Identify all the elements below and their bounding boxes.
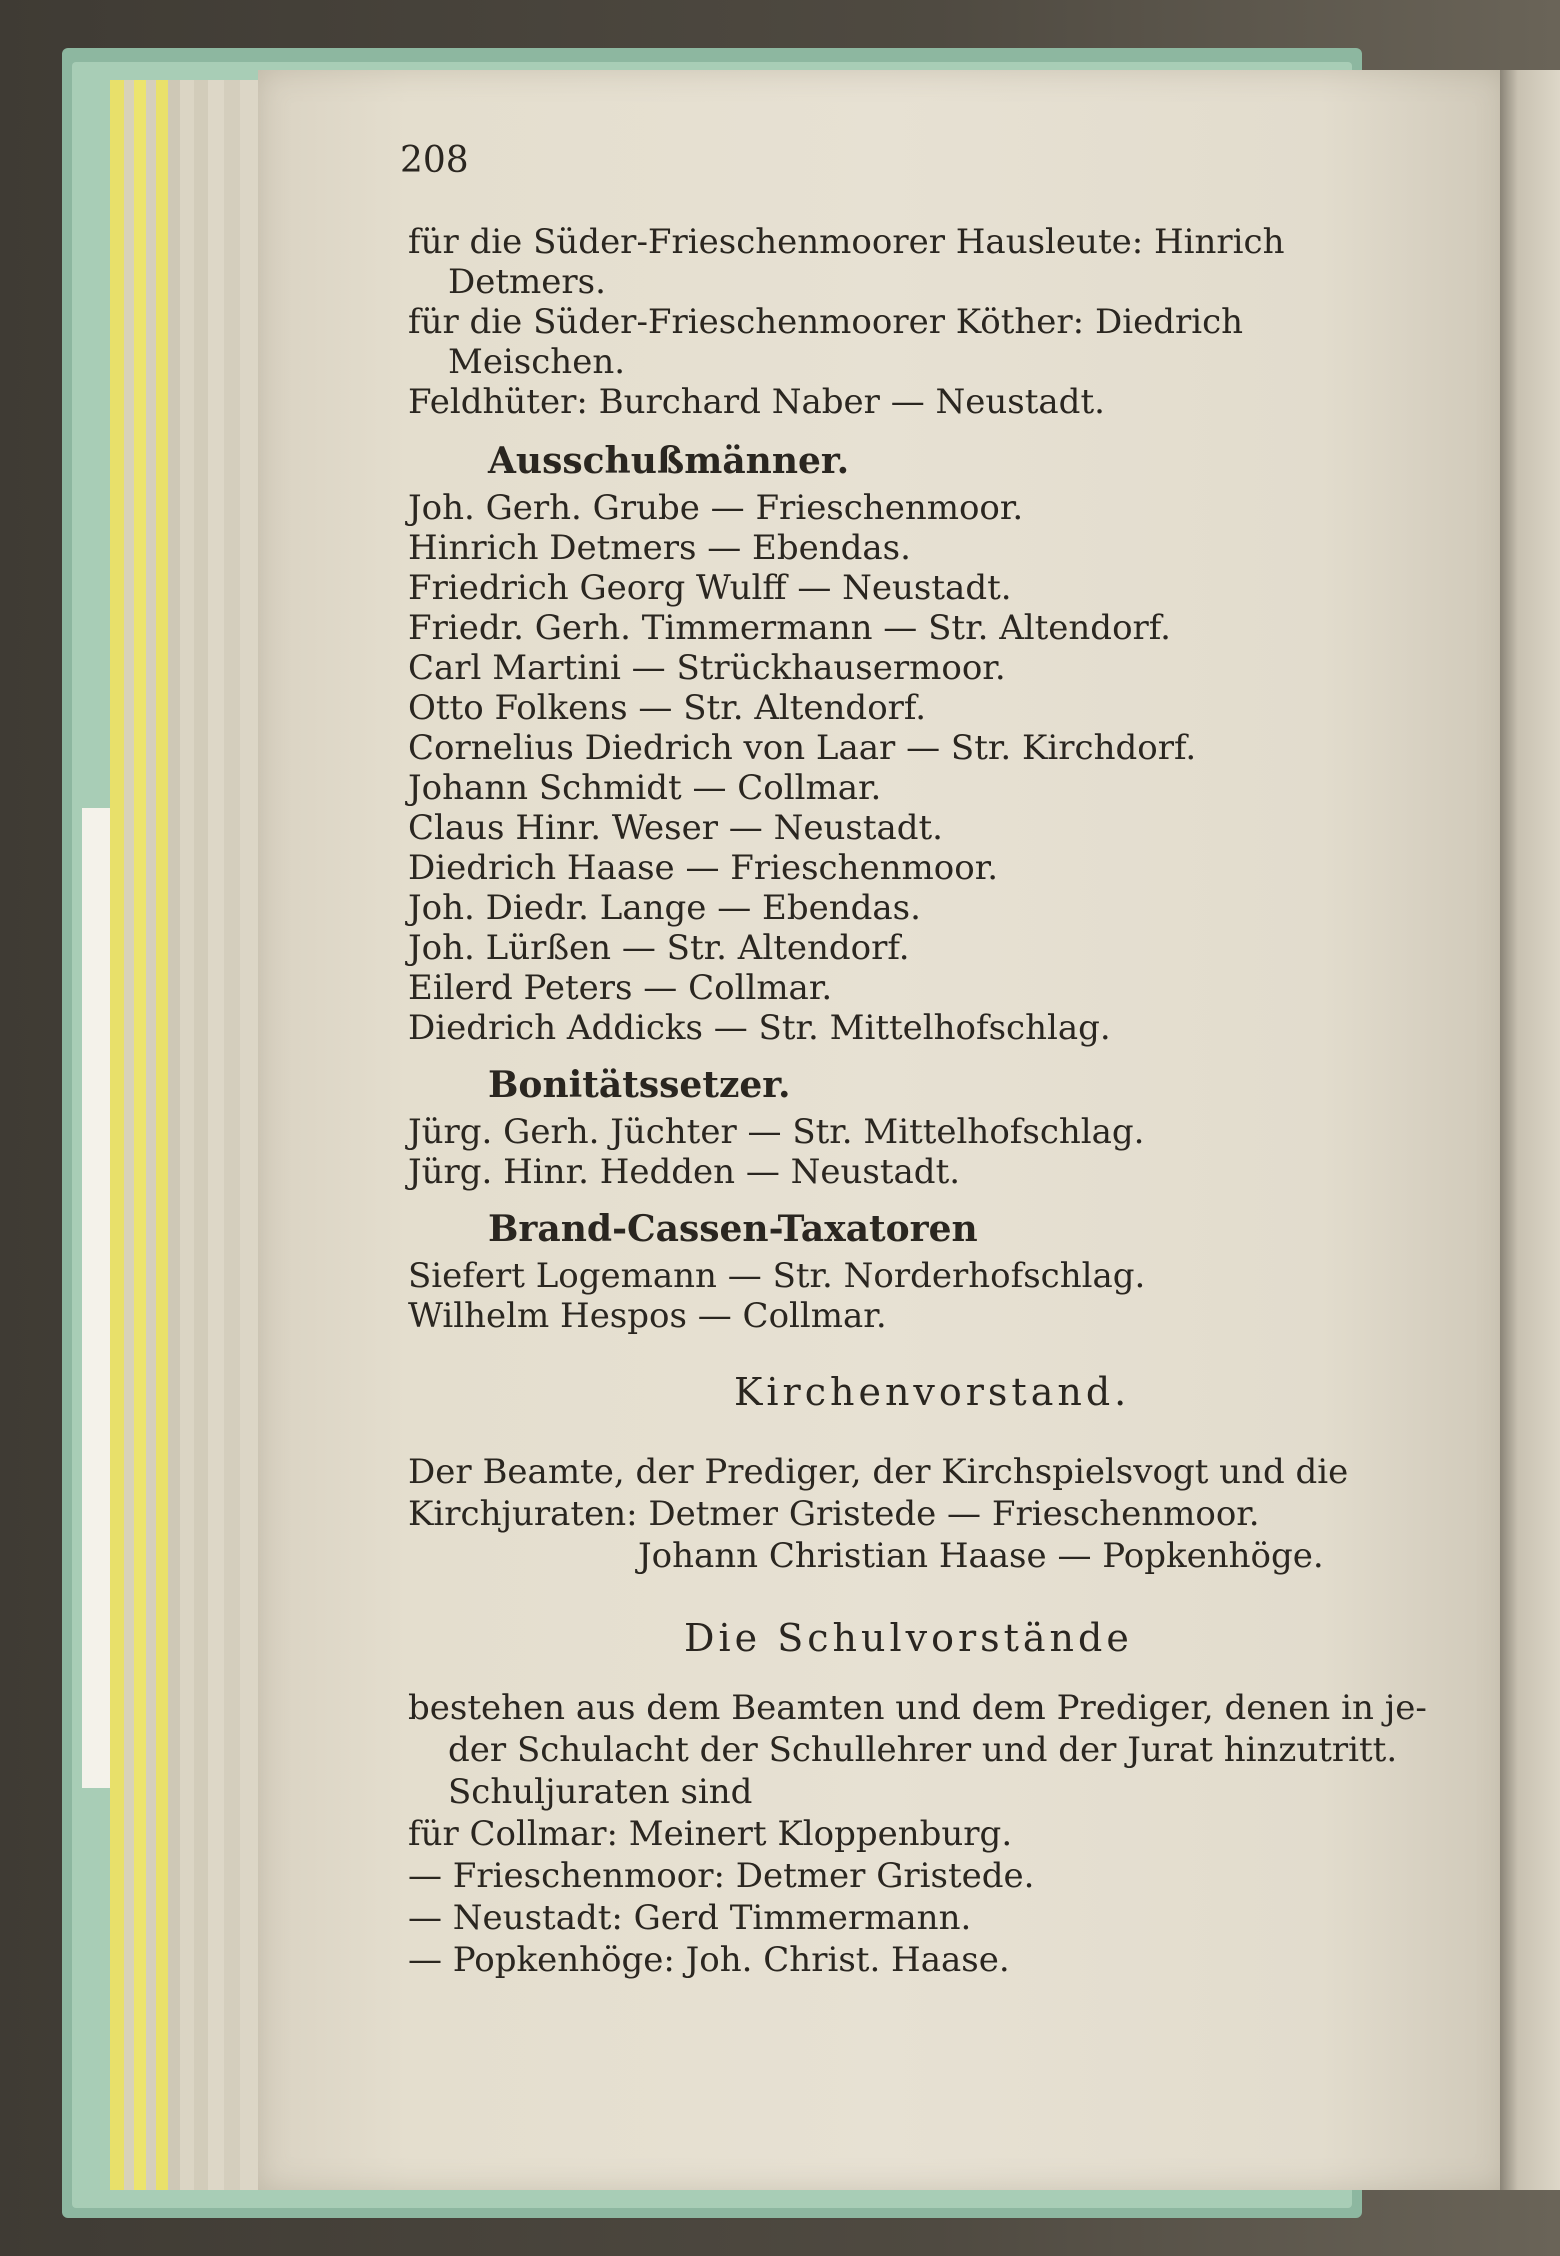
section-heading: Kirchenvorstand. (734, 1370, 1131, 1414)
text-line: für die Süder-Frieschenmoorer Köther: Diedrich (408, 302, 1244, 342)
text-line: Feldhüter: Burchard Naber — Neustadt. (408, 382, 1105, 422)
text-line: Friedr. Gerh. Timmermann — Str. Altendorf. (408, 608, 1171, 648)
text-line: Jürg. Gerh. Jüchter — Str. Mittelhofschlag. (408, 1112, 1145, 1152)
text-line: Johann Christian Haase — Popkenhöge. (638, 1536, 1324, 1576)
text-line: bestehen aus dem Beamten und dem Prediger, denen in je- (408, 1688, 1427, 1728)
text-line: Schuljuraten sind (448, 1772, 753, 1812)
text-line: — Frieschenmoor: Detmer Gristede. (408, 1856, 1035, 1896)
text-line: Eilerd Peters — Collmar. (408, 968, 833, 1008)
paper-tab (82, 808, 112, 1788)
text-line: Meischen. (448, 342, 626, 382)
text-line: — Popkenhöge: Joh. Christ. Haase. (408, 1940, 1010, 1980)
page-edges (110, 80, 270, 2190)
section-heading: Ausschußmänner. (488, 440, 850, 482)
page-number: 208 (400, 140, 469, 181)
text-line: Joh. Diedr. Lange — Ebendas. (408, 888, 921, 928)
text-line: für Collmar: Meinert Kloppenburg. (408, 1814, 1013, 1854)
text-line: Diedrich Haase — Frieschenmoor. (408, 848, 999, 888)
text-line: Siefert Logemann — Str. Norderhofschlag. (408, 1256, 1146, 1296)
text-line: der Schulacht der Schullehrer und der Jurat hinzutritt. (448, 1730, 1398, 1770)
text-line: Diedrich Addicks — Str. Mittelhofschlag. (408, 1008, 1111, 1048)
text-line: Wilhelm Hespos — Collmar. (408, 1296, 887, 1336)
section-heading: Brand-Cassen-Taxatoren (488, 1208, 978, 1250)
text-line: Otto Folkens — Str. Altendorf. (408, 688, 927, 728)
text-line: Kirchjuraten: Detmer Gristede — Frieschenmoor. (408, 1494, 1260, 1534)
text-line: Der Beamte, der Prediger, der Kirchspielsvogt und die (408, 1452, 1349, 1492)
text-line: Cornelius Diedrich von Laar — Str. Kirchdorf. (408, 728, 1197, 768)
text-line: Carl Martini — Strückhausermoor. (408, 648, 1006, 688)
text-line: für die Süder-Frieschenmoorer Hausleute: Hinrich (408, 222, 1285, 262)
text-line: Joh. Gerh. Grube — Frieschenmoor. (408, 488, 1024, 528)
text-line: — Neustadt: Gerd Timmermann. (408, 1898, 972, 1938)
facing-page-edge (1500, 70, 1560, 2190)
text-line: Joh. Lürßen — Str. Altendorf. (408, 928, 910, 968)
text-line: Johann Schmidt — Collmar. (408, 768, 882, 808)
text-line: Detmers. (448, 262, 606, 302)
text-line: Friedrich Georg Wulff — Neustadt. (408, 568, 1012, 608)
section-heading: Die Schulvorstände (684, 1616, 1133, 1660)
text-line: Hinrich Detmers — Ebendas. (408, 528, 911, 568)
text-line: Jürg. Hinr. Hedden — Neustadt. (408, 1152, 961, 1192)
text-line: Claus Hinr. Weser — Neustadt. (408, 808, 943, 848)
section-heading: Bonitätssetzer. (488, 1064, 791, 1106)
